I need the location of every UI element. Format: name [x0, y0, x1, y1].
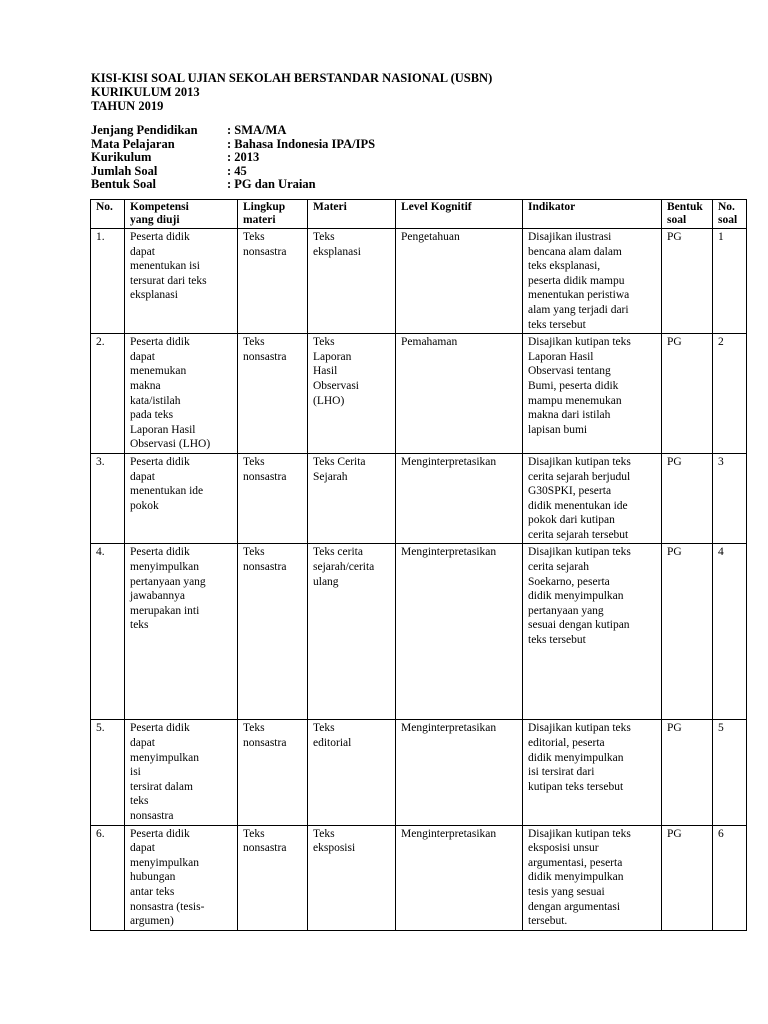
cell-materi [308, 720, 396, 825]
cell-line: jawabannya [130, 590, 185, 603]
cell-indikator [523, 453, 662, 544]
meta-label: Bentuk Soal [91, 177, 156, 191]
cell-indikator [523, 720, 662, 825]
cell-text: PG [667, 827, 682, 840]
table-row [91, 334, 747, 454]
heading-title: KISI-KISI SOAL UJIAN SEKOLAH BERSTANDAR NASIONAL (USBN) [91, 71, 493, 85]
header-materi: Materi [308, 200, 396, 229]
cell-no [91, 229, 125, 334]
cell-line: didik menyimpulkan [528, 871, 624, 884]
cell-line: Teks [243, 722, 265, 735]
cell-materi [308, 544, 396, 720]
cell-line: menentukan isi [130, 260, 200, 273]
cell-text: 3. [96, 455, 105, 468]
cell-text: Menginterpretasikan [401, 722, 497, 735]
cell-nosoal [713, 453, 747, 544]
header-level: Level Kognitif [396, 200, 523, 229]
cell-lingkup [238, 825, 308, 930]
cell-line: peserta didik mampu [528, 274, 625, 287]
cell-line: Peserta didik [130, 455, 190, 468]
cell-line: eksplanasi [130, 289, 178, 302]
cell-text: Pemahaman [401, 336, 458, 349]
meta-value: : 45 [227, 163, 247, 178]
cell-line: Teks [243, 455, 265, 468]
cell-line: G30SPKI, peserta [528, 485, 612, 498]
cell-no [91, 334, 125, 454]
cell-line: sejarah/cerita [313, 561, 375, 574]
cell-line: nonsastra [243, 245, 287, 258]
cell-line: pertanyaan yang [528, 604, 604, 617]
cell-line: antar teks [130, 886, 175, 898]
cell-line: menyimpulkan [130, 856, 199, 869]
cell-line: isi [130, 766, 141, 779]
cell-line: lapisan bumi [528, 423, 588, 436]
cell-line: tersebut. [528, 915, 568, 928]
meta-label: Kurikulum [91, 150, 152, 164]
cell-line: Teks [243, 546, 265, 559]
cell-line: Teks [243, 336, 265, 349]
cell-line: Disajikan kutipan teks [528, 722, 631, 735]
cell-line: Peserta didik [130, 546, 190, 559]
cell-line: Peserta didik [130, 231, 190, 243]
cell-line: didik menentukan ide [528, 499, 628, 512]
cell-text: 2 [718, 336, 724, 349]
meta-value: : SMA/MA [227, 123, 287, 137]
cell-nosoal [713, 229, 747, 334]
cell-bentuk [662, 453, 713, 544]
header-kompetensi: Kompetensi yang diuji [125, 200, 238, 229]
cell-line: pokok [130, 499, 159, 512]
heading-curriculum: KURIKULUM 2013 [91, 85, 200, 99]
cell-line: kata/istilah [130, 394, 181, 407]
cell-line: nonsastra (tesis- [130, 900, 205, 913]
meta-value: : 2013 [227, 150, 260, 164]
cell-line: teks [130, 619, 149, 632]
cell-line: Hasil [313, 365, 338, 378]
cell-line: Teks [243, 827, 265, 840]
cell-indikator [523, 334, 662, 454]
cell-text: 5. [96, 722, 105, 735]
cell-nosoal [713, 334, 747, 454]
cell-level [396, 229, 523, 334]
cell-line: dapat [130, 737, 155, 750]
cell-level [396, 334, 523, 454]
cell-kompetensi [125, 334, 238, 454]
cell-bentuk [662, 825, 713, 930]
cell-line: cerita sejarah tersebut [528, 528, 629, 541]
cell-line: nonsastra [130, 810, 174, 823]
cell-line: teks eksplanasi, [528, 260, 601, 273]
cell-level [396, 825, 523, 930]
cell-line: Laporan Hasil [130, 423, 196, 436]
cell-level [396, 720, 523, 825]
cell-line: dapat [130, 470, 155, 483]
table-row [91, 720, 747, 825]
cell-line: tesis yang sesuai [528, 886, 605, 898]
cell-line: Observasi [313, 379, 359, 392]
meta-value: : Bahasa Indonesia IPA/IPS [227, 136, 376, 151]
cell-bentuk [662, 334, 713, 454]
cell-line: cerita sejarah [528, 561, 589, 574]
cell-line: Peserta didik [130, 336, 190, 349]
table-row [91, 825, 747, 930]
cell-line: tersirat dalam [130, 780, 193, 793]
cell-line: nonsastra [243, 561, 287, 574]
cell-line: Teks [243, 231, 265, 243]
cell-kompetensi [125, 720, 238, 825]
cell-nosoal [713, 825, 747, 930]
cell-line: menyimpulkan [130, 751, 199, 764]
cell-line: nonsastra [243, 350, 287, 363]
cell-line: ulang [313, 575, 339, 588]
cell-line: pokok dari kutipan [528, 514, 615, 527]
cell-line: Teks [313, 827, 335, 840]
meta-value: : PG dan Uraian [227, 177, 316, 191]
cell-line: pada teks [130, 409, 174, 422]
cell-text: Menginterpretasikan [401, 455, 497, 468]
table-body [91, 229, 747, 931]
cell-line: Sejarah [313, 470, 348, 483]
cell-materi [308, 229, 396, 334]
cell-line: menyimpulkan [130, 561, 199, 574]
cell-kompetensi [125, 544, 238, 720]
cell-line: Observasi tentang [528, 365, 611, 378]
cell-line: Disajikan kutipan teks [528, 336, 631, 349]
cell-kompetensi [125, 453, 238, 544]
cell-line: Disajikan ilustrasi [528, 231, 612, 243]
cell-text: 3 [718, 455, 724, 468]
cell-line: dapat [130, 245, 155, 258]
cell-line: menentukan ide [130, 485, 204, 498]
cell-indikator [523, 229, 662, 334]
cell-line: argumen) [130, 915, 174, 928]
cell-line: eksplanasi [313, 245, 361, 258]
cell-line: makna dari istilah [528, 409, 611, 422]
cell-line: editorial [313, 737, 352, 750]
cell-text: PG [667, 722, 682, 735]
cell-line: teks tersebut [528, 318, 586, 331]
cell-line: didik menyimpulkan [528, 751, 624, 764]
cell-line: Disajikan kutipan teks [528, 546, 631, 559]
cell-no [91, 825, 125, 930]
cell-line: mampu menemukan [528, 394, 622, 407]
cell-line: makna [130, 379, 161, 392]
cell-line: alam yang terjadi dari [528, 303, 629, 316]
cell-line: Peserta didik [130, 722, 190, 735]
cell-materi [308, 453, 396, 544]
cell-line: nonsastra [243, 737, 287, 750]
cell-line: teks [130, 795, 149, 808]
cell-text: PG [667, 546, 682, 559]
cell-line: tersurat dari teks [130, 274, 207, 287]
cell-text: PG [667, 336, 682, 349]
cell-line: menemukan [130, 365, 187, 378]
cell-line: Teks [313, 722, 335, 735]
cell-lingkup [238, 544, 308, 720]
cell-bentuk [662, 229, 713, 334]
cell-kompetensi [125, 825, 238, 930]
cell-lingkup [238, 453, 308, 544]
cell-line: Observasi (LHO) [130, 438, 211, 451]
header-indikator: Indikator [523, 200, 662, 229]
cell-text: Menginterpretasikan [401, 546, 497, 559]
cell-line: cerita sejarah berjudul [528, 470, 631, 483]
table-row [91, 544, 747, 720]
cell-indikator [523, 825, 662, 930]
cell-text: 1 [718, 231, 724, 243]
cell-line: merupakan inti [130, 604, 200, 617]
cell-line: sesuai dengan kutipan [528, 619, 630, 632]
cell-line: isi tersirat dari [528, 766, 595, 779]
cell-no [91, 544, 125, 720]
cell-lingkup [238, 229, 308, 334]
cell-line: kutipan teks tersebut [528, 780, 624, 793]
cell-level [396, 544, 523, 720]
cell-line: Laporan [313, 350, 352, 363]
cell-text: PG [667, 455, 682, 468]
cell-line: Teks [313, 231, 335, 243]
cell-line: Teks [313, 336, 335, 349]
cell-lingkup [238, 334, 308, 454]
cell-line: dapat [130, 350, 155, 363]
cell-line: nonsastra [243, 842, 287, 855]
cell-line: eksposisi unsur [528, 842, 599, 855]
cell-line: teks tersebut [528, 634, 586, 647]
cell-text: 6. [96, 827, 105, 840]
cell-no [91, 720, 125, 825]
cell-line: didik menyimpulkan [528, 590, 624, 603]
cell-materi [308, 334, 396, 454]
cell-line: (LHO) [313, 394, 345, 407]
cell-indikator [523, 544, 662, 720]
cell-bentuk [662, 544, 713, 720]
header-no: No. [91, 200, 125, 229]
table-row [91, 453, 747, 544]
cell-line: nonsastra [243, 470, 287, 483]
cell-nosoal [713, 544, 747, 720]
cell-kompetensi [125, 229, 238, 334]
cell-line: hubungan [130, 871, 176, 884]
cell-text: 4 [718, 546, 724, 559]
cell-no [91, 453, 125, 544]
cell-lingkup [238, 720, 308, 825]
cell-text: 2. [96, 336, 105, 349]
heading-year: TAHUN 2019 [91, 99, 164, 113]
cell-line: Soekarno, peserta [528, 575, 610, 588]
cell-line: Teks cerita [313, 546, 363, 559]
cell-line: eksposisi [313, 842, 356, 855]
cell-text: PG [667, 231, 682, 243]
cell-line: dapat [130, 842, 155, 855]
cell-text: 4. [96, 546, 105, 559]
cell-nosoal [713, 720, 747, 825]
meta-label: Mata Pelajaran [91, 136, 175, 151]
header-bentuk: Bentuk soal [662, 200, 713, 229]
cell-text: Menginterpretasikan [401, 827, 497, 840]
table-row [91, 229, 747, 334]
cell-text: 6 [718, 827, 724, 840]
meta-label: Jumlah Soal [91, 163, 158, 178]
cell-line: Disajikan kutipan teks [528, 827, 631, 840]
meta-label: Jenjang Pendidikan [91, 123, 198, 137]
header-nosoal: No. soal [713, 200, 747, 229]
cell-line: bencana alam dalam [528, 245, 622, 258]
cell-line: pertanyaan yang [130, 575, 206, 588]
cell-text: 1. [96, 231, 105, 243]
cell-line: dengan argumentasi [528, 900, 621, 913]
table-header-row [91, 200, 747, 229]
cell-line: Teks Cerita [313, 455, 366, 468]
cell-line: editorial, peserta [528, 737, 605, 750]
header-lingkup: Lingkup materi [238, 200, 308, 229]
cell-text: Pengetahuan [401, 231, 460, 243]
cell-materi [308, 825, 396, 930]
cell-line: Bumi, peserta didik [528, 379, 619, 392]
document-heading [91, 71, 492, 113]
cell-level [396, 453, 523, 544]
cell-line: Laporan Hasil [528, 350, 594, 363]
cell-text: 5 [718, 722, 724, 735]
cell-line: menentukan peristiwa [528, 289, 630, 302]
cell-bentuk [662, 720, 713, 825]
cell-line: Disajikan kutipan teks [528, 455, 631, 468]
cell-line: argumentasi, peserta [528, 856, 623, 869]
cell-line: Peserta didik [130, 827, 190, 840]
kisi-kisi-table [90, 199, 747, 931]
